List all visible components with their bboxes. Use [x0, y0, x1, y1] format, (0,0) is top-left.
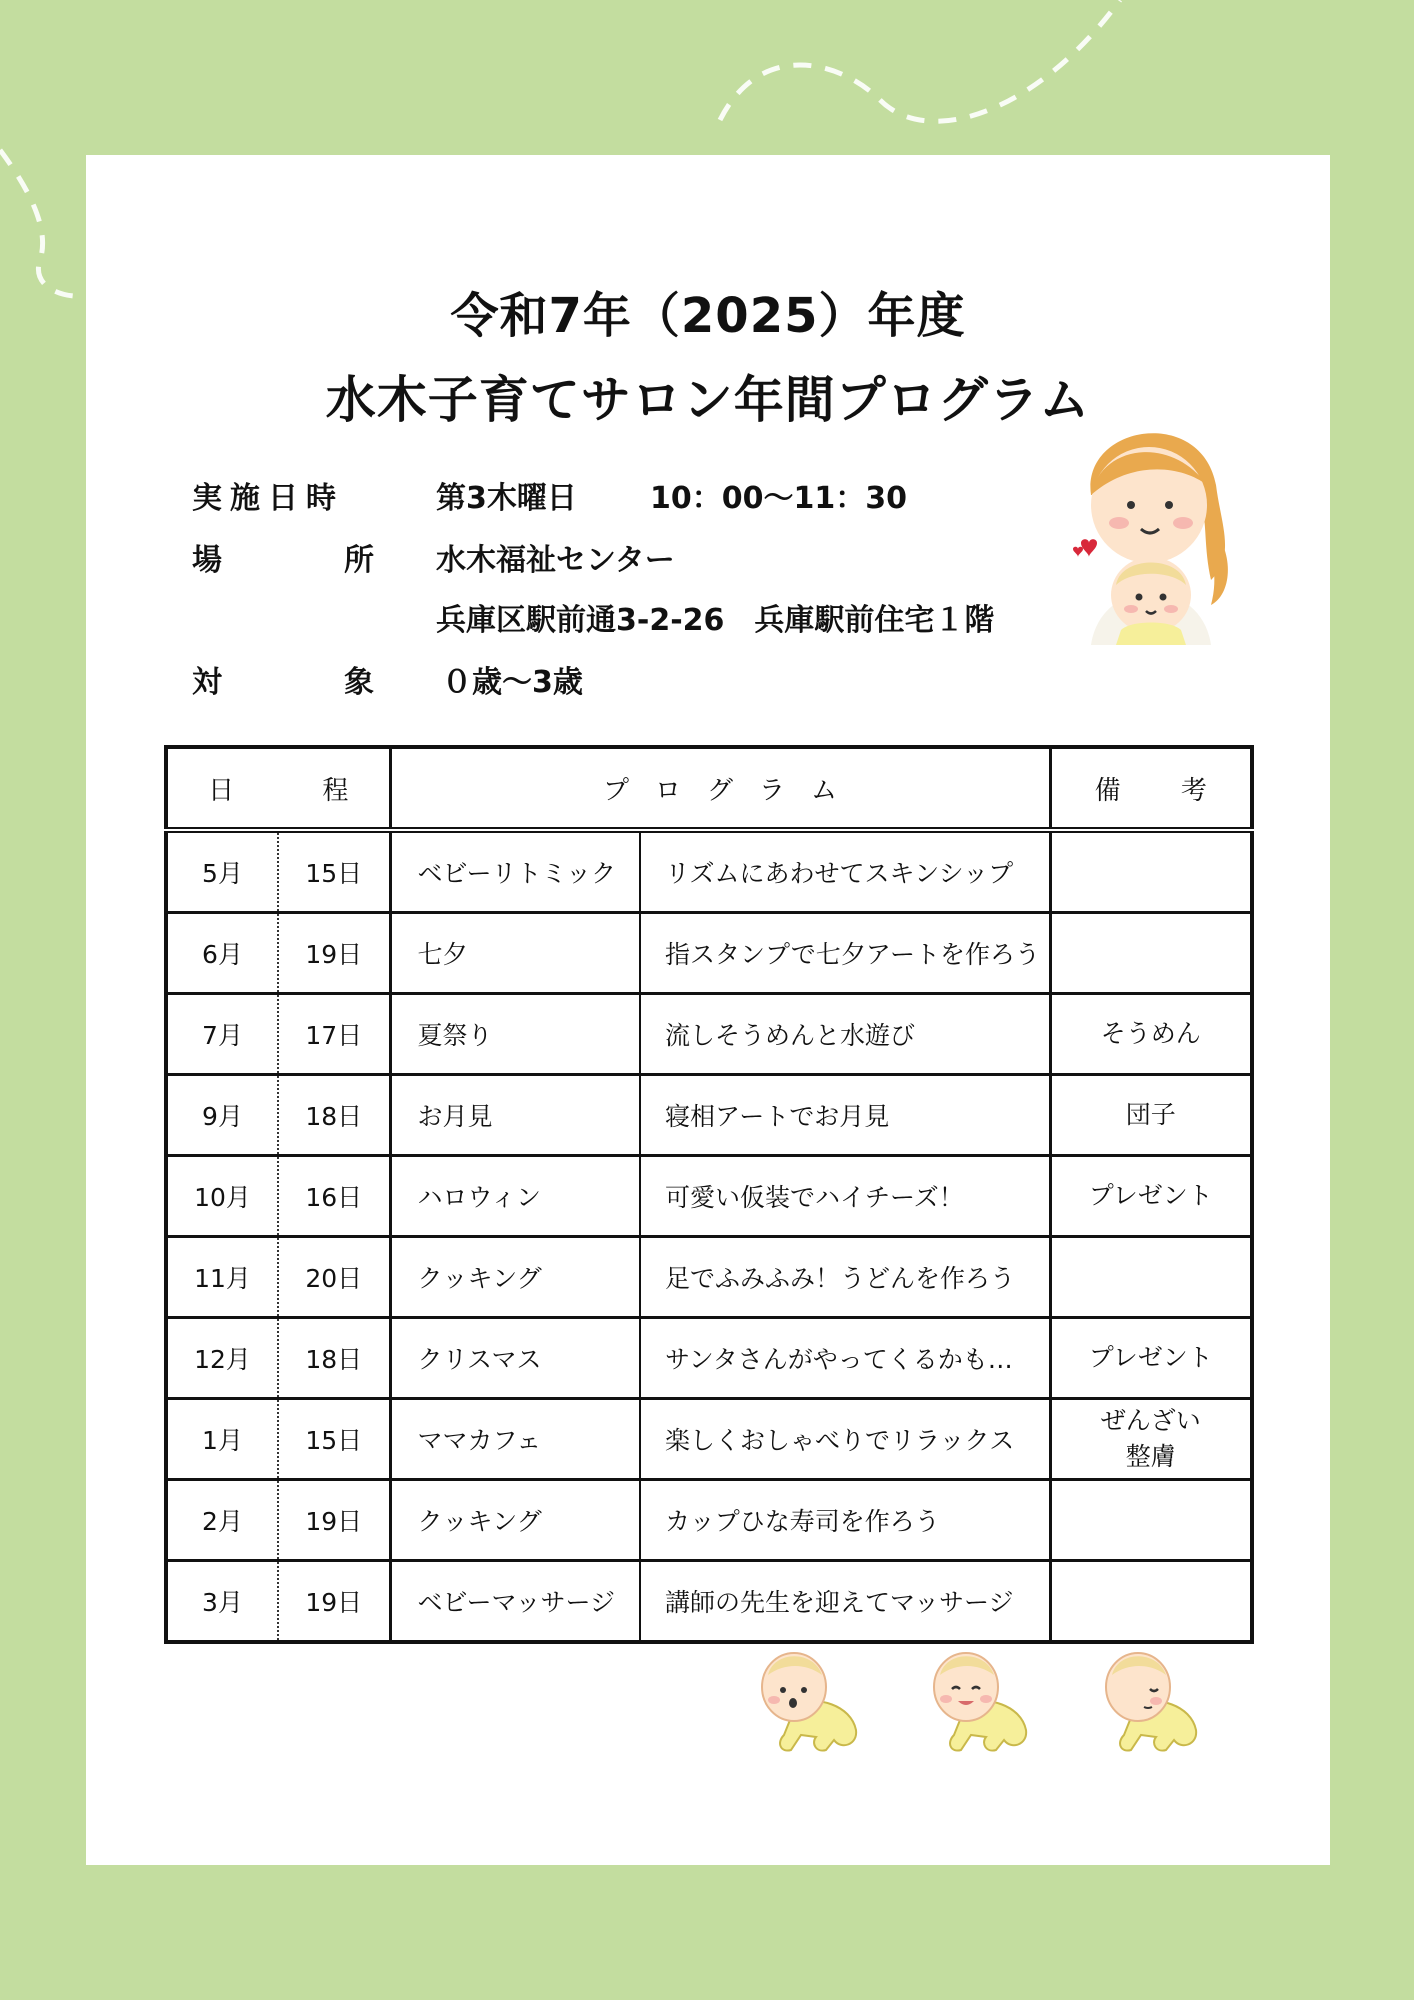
event-cell: ハロウィン — [390, 1156, 640, 1237]
note-cell: 団子 — [1050, 1075, 1252, 1156]
note-cell — [1050, 1237, 1252, 1318]
table-row — [166, 1318, 1252, 1399]
event-cell: ベビーマッサージ — [390, 1561, 640, 1643]
date-value: 第3木曜日 — [436, 481, 577, 516]
note-cell: プレゼント — [1050, 1318, 1252, 1399]
day-cell: 19日 — [278, 1561, 390, 1643]
event-cell: 夏祭り — [390, 994, 640, 1075]
note-cell: ぜんざい 整膚 — [1050, 1399, 1252, 1480]
event-cell: ママカフェ — [390, 1399, 640, 1480]
header-program: プ ロ グ ラ ム — [390, 747, 1050, 830]
day-cell: 15日 — [278, 830, 390, 913]
event-cell: お月見 — [390, 1075, 640, 1156]
table-row — [166, 1156, 1252, 1237]
day-cell: 16日 — [278, 1156, 390, 1237]
day-cell: 20日 — [278, 1237, 390, 1318]
month-cell: 5月 — [166, 830, 278, 913]
note-cell: そうめん — [1050, 994, 1252, 1075]
table-row — [166, 830, 1252, 913]
month-cell: 1月 — [166, 1399, 278, 1480]
month-cell: 11月 — [166, 1237, 278, 1318]
place-label-1: 場 — [192, 543, 222, 578]
event-cell: クッキング — [390, 1237, 640, 1318]
crawling-baby-illustration — [756, 1645, 866, 1755]
day-cell: 19日 — [278, 1480, 390, 1561]
table-row — [166, 913, 1252, 994]
day-cell: 17日 — [278, 994, 390, 1075]
program-table — [164, 745, 1254, 1644]
table-row — [166, 1075, 1252, 1156]
description-cell: 足でふみふみ！うどんを作ろう — [640, 1237, 1050, 1318]
day-cell: 19日 — [278, 913, 390, 994]
month-cell: 7月 — [166, 994, 278, 1075]
target-label-1: 対 — [192, 665, 222, 700]
target-label-2: 象 — [344, 665, 374, 700]
event-cell: 七夕 — [390, 913, 640, 994]
description-cell: 指スタンプで七夕アートを作ろう — [640, 913, 1050, 994]
heart-icon — [1071, 535, 1111, 565]
day-cell: 18日 — [278, 1318, 390, 1399]
day-cell: 18日 — [278, 1075, 390, 1156]
month-cell: 10月 — [166, 1156, 278, 1237]
crawling-baby-illustration — [926, 1645, 1036, 1755]
event-cell: クリスマス — [390, 1318, 640, 1399]
note-cell — [1050, 830, 1252, 913]
note-cell — [1050, 913, 1252, 994]
description-cell: 寝相アートでお月見 — [640, 1075, 1050, 1156]
description-cell: 楽しくおしゃべりでリラックス — [640, 1399, 1050, 1480]
table-header-row — [166, 747, 1252, 830]
note-cell: プレゼント — [1050, 1156, 1252, 1237]
month-cell: 6月 — [166, 913, 278, 994]
table-row — [166, 1480, 1252, 1561]
description-cell: 可愛い仮装でハイチーズ！ — [640, 1156, 1050, 1237]
event-cell: クッキング — [390, 1480, 640, 1561]
title-year: 令和7年（2025）年度 — [450, 288, 966, 344]
crawling-baby-illustration — [1096, 1645, 1206, 1755]
day-cell: 15日 — [278, 1399, 390, 1480]
description-cell: 講師の先生を迎えてマッサージ — [640, 1561, 1050, 1643]
description-cell: カップひな寿司を作ろう — [640, 1480, 1050, 1561]
table-row — [166, 994, 1252, 1075]
place-value: 水木福祉センター — [436, 543, 675, 578]
table-row — [166, 1561, 1252, 1643]
table-row — [166, 1237, 1252, 1318]
month-cell: 2月 — [166, 1480, 278, 1561]
description-cell: サンタさんがやってくるかも… — [640, 1318, 1050, 1399]
address-value: 兵庫区駅前通3-2-26 兵庫駅前住宅１階 — [436, 603, 995, 638]
note-cell — [1050, 1561, 1252, 1643]
table-row — [166, 1399, 1252, 1480]
month-cell: 3月 — [166, 1561, 278, 1643]
time-value: 10：00〜11：30 — [650, 481, 907, 516]
description-cell: 流しそうめんと水遊び — [640, 994, 1050, 1075]
flyer-paper — [86, 155, 1330, 1865]
target-value: ０歳〜3歳 — [442, 665, 583, 700]
header-date: 日 程 — [166, 747, 390, 830]
mother-baby-illustration — [1061, 405, 1241, 645]
description-cell: リズムにあわせてスキンシップ — [640, 830, 1050, 913]
date-label: 実施日時 — [192, 481, 344, 516]
month-cell: 12月 — [166, 1318, 278, 1399]
place-label-2: 所 — [344, 543, 374, 578]
title-main: 水木子育てサロン年間プログラム — [325, 371, 1091, 429]
event-cell: ベビーリトミック — [390, 830, 640, 913]
month-cell: 9月 — [166, 1075, 278, 1156]
note-cell — [1050, 1480, 1252, 1561]
header-note: 備 考 — [1050, 747, 1252, 830]
